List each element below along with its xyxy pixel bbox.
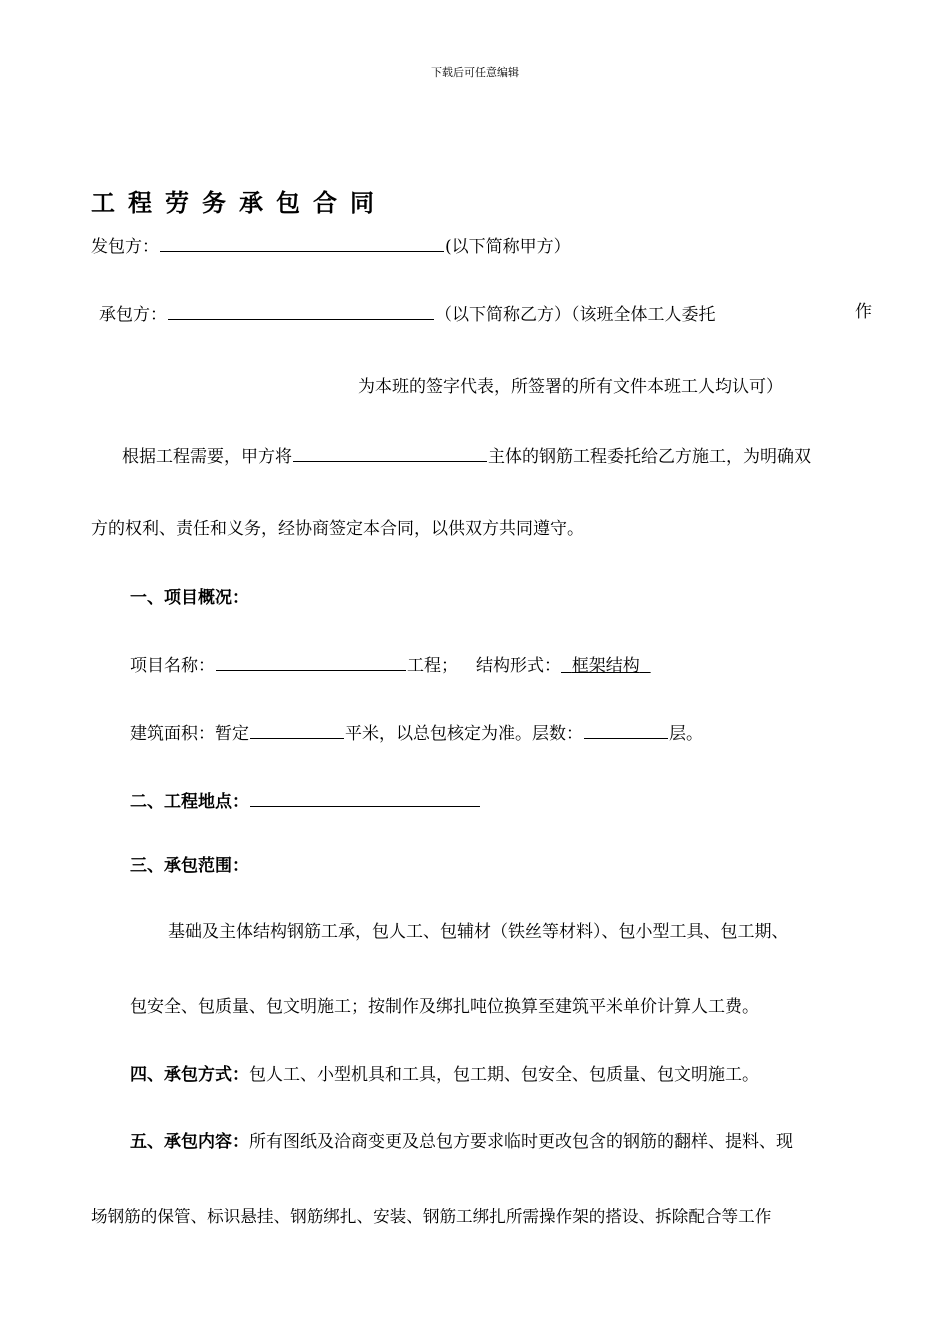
page-header-note: 下载后可任意编辑 <box>431 66 519 79</box>
party-b-line2: 为本班的签字代表，所签署的所有文件本班工人均认可） <box>358 377 783 397</box>
project-name-label: 项目名称： <box>130 656 215 676</box>
section4-text: 包人工、小型机具和工具，包工期、包安全、包质量、包文明施工。 <box>249 1065 759 1085</box>
party-b-label: 承包方： <box>99 305 167 325</box>
location-blank[interactable] <box>250 788 480 807</box>
section1-heading: 一、项目概况： <box>130 588 249 608</box>
area-line <box>130 720 703 745</box>
area-label: 建筑面积：暂定 <box>130 724 249 744</box>
project-name-suffix: 工程； <box>407 656 458 676</box>
section2-line <box>130 788 481 813</box>
party-b-suffix: （以下简称乙方）（该班全体工人委托 <box>435 305 716 325</box>
party-a-suffix: (以下简称甲方） <box>445 237 571 257</box>
party-b-line <box>99 301 716 326</box>
section4-line <box>130 1064 759 1086</box>
intro-line2: 方的权利、责任和义务，经协商签定本合同，以供双方共同遵守。 <box>91 519 584 539</box>
section5-line1 <box>130 1131 793 1153</box>
project-name-line <box>130 652 651 677</box>
intro-suffix: 主体的钢筋工程委托给乙方施工，为明确双 <box>488 447 811 467</box>
project-name-blank[interactable] <box>216 652 406 671</box>
section3-heading: 三、承包范围： <box>130 856 249 876</box>
floors-suffix: 层。 <box>669 724 703 744</box>
project-blank[interactable] <box>293 443 487 462</box>
floors-blank[interactable] <box>584 720 668 739</box>
structure-value: 框架结构 <box>571 656 640 676</box>
contract-title: 工程劳务承包合同 <box>91 189 387 217</box>
party-b-tail: 作 <box>855 302 872 322</box>
intro-line1 <box>122 443 811 468</box>
party-a-label: 发包方： <box>91 237 159 257</box>
section2-heading: 二、工程地点： <box>130 792 249 812</box>
structure-label: 结构形式： <box>476 656 561 676</box>
party-a-blank[interactable] <box>160 233 444 252</box>
intro-prefix: 根据工程需要，甲方将 <box>122 447 292 467</box>
section5-text: 所有图纸及洽商变更及总包方要求临时更改包含的钢筋的翻样、提料、现 <box>249 1132 793 1152</box>
party-a-line <box>91 233 571 258</box>
area-suffix: 平米，以总包核定为准。层数： <box>345 724 583 744</box>
section4-heading: 四、承包方式： <box>130 1065 249 1085</box>
section5-heading: 五、承包内容： <box>130 1132 249 1152</box>
section5-line2: 场钢筋的保管、标识悬挂、钢筋绑扎、安装、钢筋工绑扎所需操作架的搭设、拆除配合等工作 <box>91 1207 772 1226</box>
section3-line2: 包安全、包质量、包文明施工；按制作及绑扎吨位换算至建筑平米单价计算人工费。 <box>130 997 759 1017</box>
party-b-blank[interactable] <box>168 301 434 320</box>
section3-line1: 基础及主体结构钢筋工承，包人工、包辅材（铁丝等材料）、包小型工具、包工期、 <box>168 922 789 942</box>
area-blank[interactable] <box>250 720 344 739</box>
